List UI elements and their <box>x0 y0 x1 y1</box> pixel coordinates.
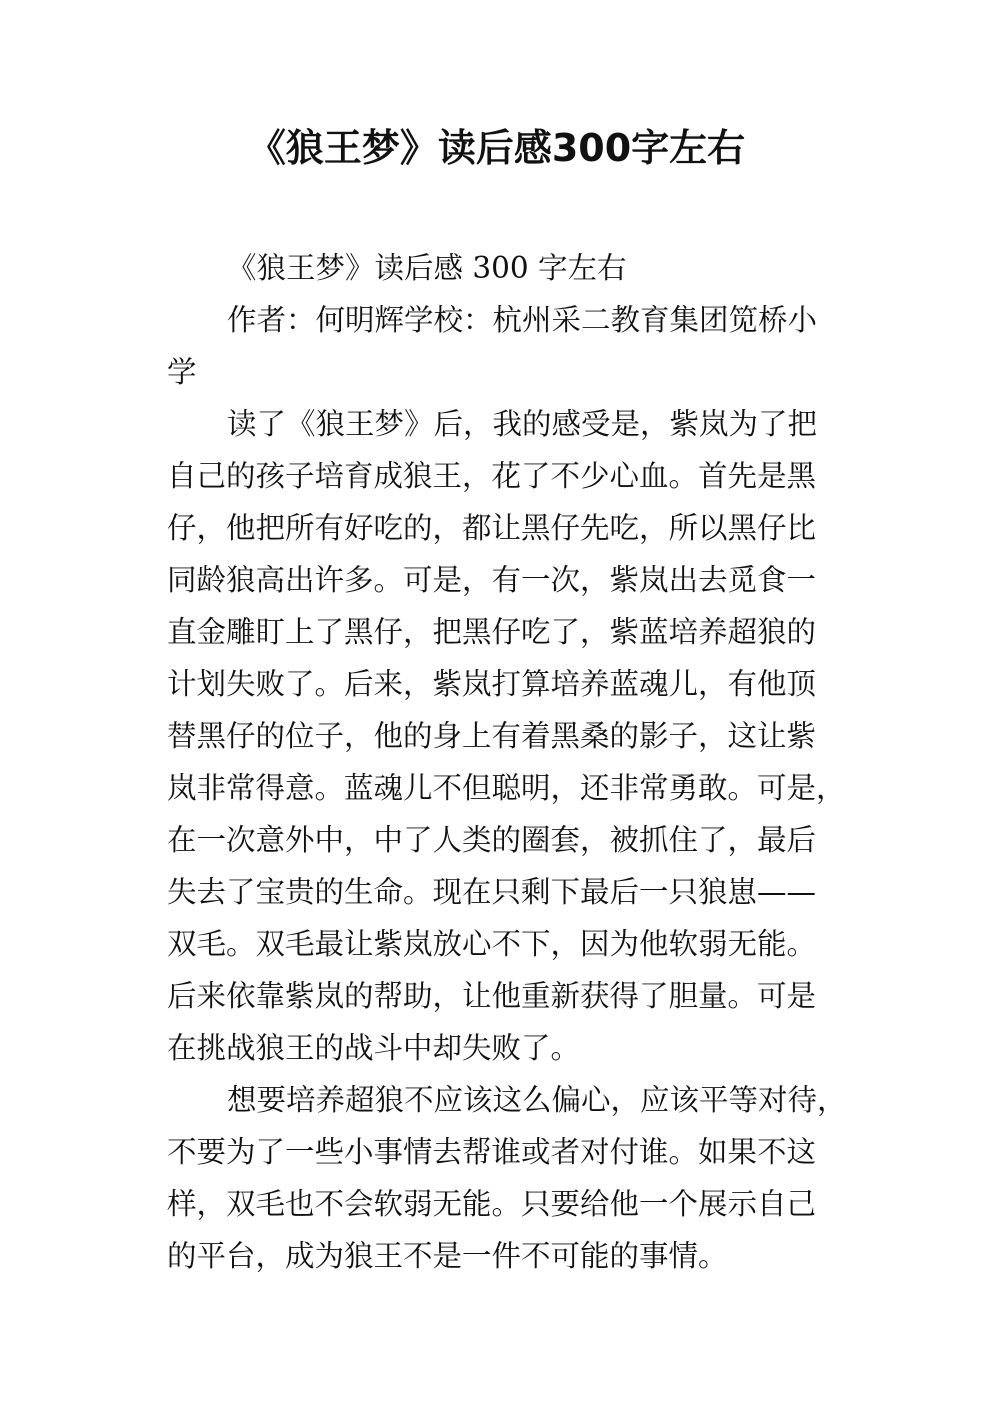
text-line: 计划失败了。后来，紫岚打算培养蓝魂儿，有他顶 <box>167 667 817 701</box>
text-line: 学 <box>167 355 197 389</box>
text-line: 同龄狼高出许多。可是，有一次，紫岚出去觅食一 <box>167 563 817 597</box>
text-line: 想要培养超狼不应该这么偏心，应该平等对待， <box>227 1083 847 1117</box>
text-line: 在一次意外中，中了人类的圈套，被抓住了，最后 <box>167 823 817 857</box>
text-line: 作者：何明辉学校：杭州采二教育集团笕桥小 <box>227 303 818 337</box>
text-line: 失去了宝贵的生命。现在只剩下最后一只狼崽—— <box>167 875 817 909</box>
text-line: 自己的孩子培育成狼王，花了不少心血。首先是黑 <box>167 459 817 493</box>
text-line: 的平台，成为狼王不是一件不可能的事情。 <box>167 1239 728 1273</box>
text-line: 直金雕盯上了黑仔，把黑仔吃了，紫蓝培养超狼的 <box>167 615 817 649</box>
text-line: 在挑战狼王的战斗中却失败了。 <box>167 1031 581 1065</box>
text-line: 不要为了一些小事情去帮谁或者对付谁。如果不这 <box>167 1135 817 1169</box>
text-line: 《狼王梦》读后感 300 字左右 <box>227 251 627 285</box>
text-line: 双毛。双毛最让紫岚放心不下，因为他软弱无能。 <box>167 927 817 961</box>
text-line: 后来依靠紫岚的帮助，让他重新获得了胆量。可是 <box>167 979 817 1013</box>
text-line: 替黑仔的位子，他的身上有着黑桑的影子，这让紫 <box>167 719 817 753</box>
document-title: 《狼王梦》读后感300字左右 <box>247 126 746 170</box>
text-line: 仔，他把所有好吃的，都让黑仔先吃，所以黑仔比 <box>167 511 817 545</box>
document-body <box>167 242 847 1282</box>
text-line: 岚非常得意。蓝魂儿不但聪明，还非常勇敢。可是， <box>167 771 846 805</box>
text-line: 样，双毛也不会软弱无能。只要给他一个展示自己 <box>167 1187 817 1221</box>
text-line: 读了《狼王梦》后，我的感受是，紫岚为了把 <box>227 407 818 441</box>
